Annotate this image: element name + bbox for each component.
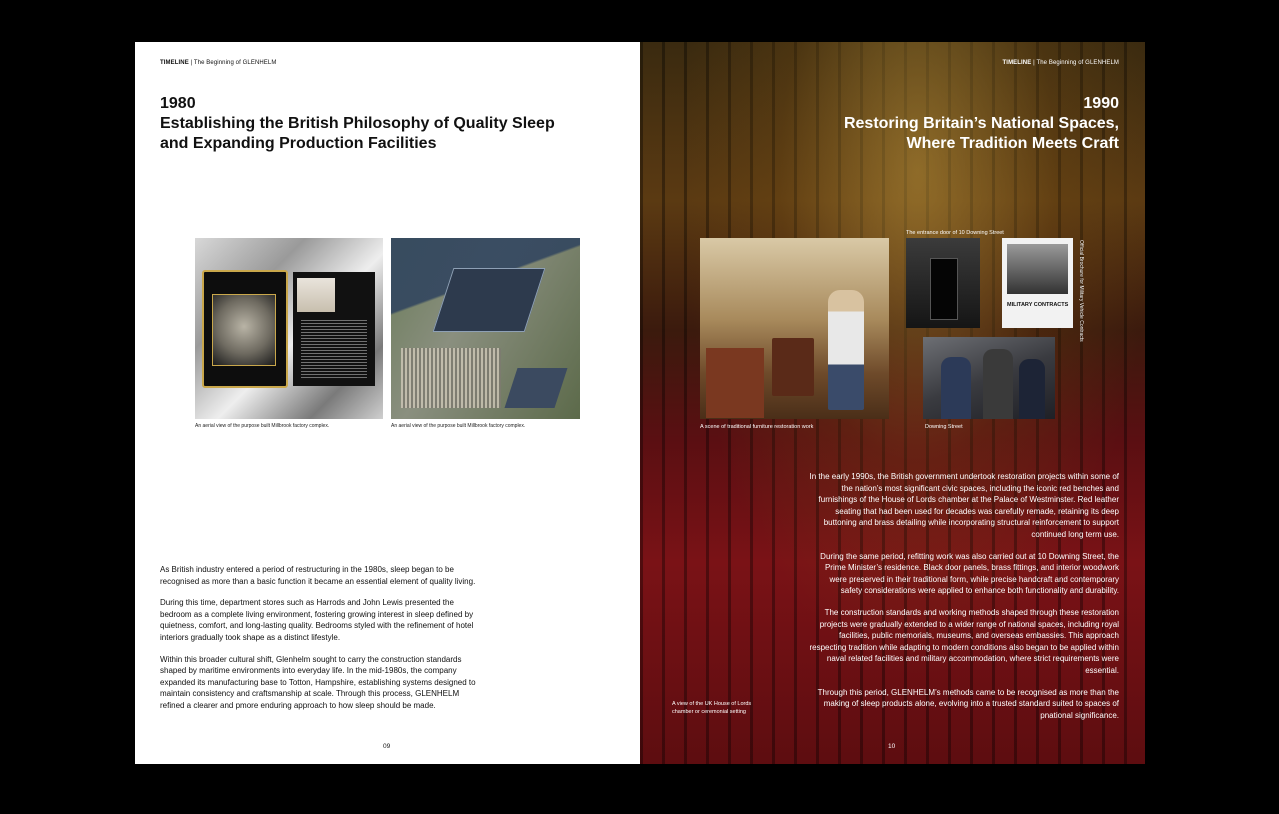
- caption-downing: Downing Street: [925, 424, 963, 430]
- right-paragraph: During the same period, refitting work was also carried out at 10 Downing Street, the Prime Minister’s residence. Black door panels, brass fittings, and interior woodwork were preserved in their traditional form, while precise handcraft and contemporary safety considerations were applied to enhance both functionality and durability.: [820, 551, 1119, 596]
- right-page: [640, 42, 1145, 764]
- section-title-line1: Restoring Britain’s National Spaces,: [843, 115, 1119, 132]
- left-paragraph: Within this broader cultural shift, Glenhelm sought to carry the construction standards shaped by maritime environments into everyday life. In the mid-1980s, the company expanded its manufacturing base to Totton, Hampshire, establishing systems designed to maintain consistency and craftsmanship at scale. Through this process, GLENHELM refined a clearer and pmore enduring approach to how sleep should be made.: [160, 654, 476, 710]
- left-paragraph: As British industry entered a period of restructuring in the 1980s, sleep began to be recognised as more than a basic function it became an essential element of quality living.: [160, 565, 476, 586]
- magazine-spread: [135, 42, 1145, 764]
- caption-brochure-vertical: Official Brochure for Military Vehicle Contracts: [1078, 240, 1084, 342]
- workshop-photo: [700, 238, 889, 419]
- downing-door-photo: [906, 238, 980, 328]
- military-brochure-photo: [1002, 238, 1073, 328]
- left-paragraph: During this time, department stores such as Harrods and John Lewis presented the bedroom as a complete living environment, fostering growing interest in sleep defined by quietness, comfort, and long-lasting quality. Bedrooms styled with the refinement of hotel interiors gradually took shape as a distinct lifestyle.: [160, 598, 474, 642]
- section-year: 1990: [1083, 95, 1119, 112]
- right-header: TIMELINE | The Beginning of GLENHELM: [1002, 60, 1119, 66]
- right-paragraph: Through this period, GLENHELM’s methods came to be recognised as more than the making of sleep products alone, evolving into a trusted standard suited to spaces of pnational significance.: [817, 687, 1119, 720]
- caption-door: The entrance door of 10 Downing Street: [906, 230, 1004, 236]
- aerial-factory-photo: [391, 238, 580, 419]
- right-paragraph: In the early 1990s, the British government undertook restoration projects within some of the nation’s most significant civic spaces, including the iconic red benches and furnishings of the House of Lords chamber at the Palace of Westminster. Red leather seating that had been used for decades was carefully remade, retaining its deep buttoning and brass detailing while incorporating structural reinforcement to support continued long term use.: [809, 472, 1119, 539]
- caption-workshop: A scene of traditional furniture restoration work: [700, 424, 814, 430]
- downing-street-photo: [923, 337, 1055, 419]
- left-body-text: [160, 564, 482, 722]
- brochure-title: MILITARY CONTRACTS: [1007, 302, 1069, 308]
- right-paragraph: The construction standards and working methods shaped through these restoration projects were gradually extended to a wider range of national spaces, including royal facilities, public memorials, museums, and overseas embassies. This approach respecting tradition while adapting to modern conditions also began to be applied within naval related facilities and military accommodation, where strict requirements were essential.: [809, 607, 1119, 675]
- left-page-number: 09: [383, 743, 391, 750]
- caption-aerial: An aerial view of the purpose built Millbrook factory complex.: [391, 423, 526, 429]
- left-header: TIMELINE | The Beginning of GLENHELM: [160, 60, 277, 66]
- section-year: 1980: [160, 95, 196, 112]
- section-title-line2: Where Tradition Meets Craft: [906, 135, 1119, 152]
- right-page-number: 10: [888, 743, 896, 750]
- section-title-line1: Establishing the British Philosophy of Quality Sleep: [160, 115, 555, 132]
- header-label: TIMELINE: [1002, 60, 1032, 66]
- catalog-right-panel: [293, 272, 375, 386]
- header-sub: The Beginning of GLENHELM: [193, 60, 277, 66]
- caption-catalog: An aerial view of the purpose built Millbrook factory complex.: [195, 423, 330, 429]
- caption-lords: A view of the UK House of Lords chamber or ceremonial setting: [672, 701, 752, 715]
- left-page: [135, 42, 640, 764]
- right-body-text: [807, 471, 1119, 731]
- catalog-photo: [195, 238, 383, 419]
- header-sub: The Beginning of GLENHELM: [1036, 60, 1119, 66]
- header-label: TIMELINE: [160, 60, 189, 66]
- section-title-line2: and Expanding Production Facilities: [160, 135, 437, 152]
- catalog-left-panel: [202, 270, 288, 388]
